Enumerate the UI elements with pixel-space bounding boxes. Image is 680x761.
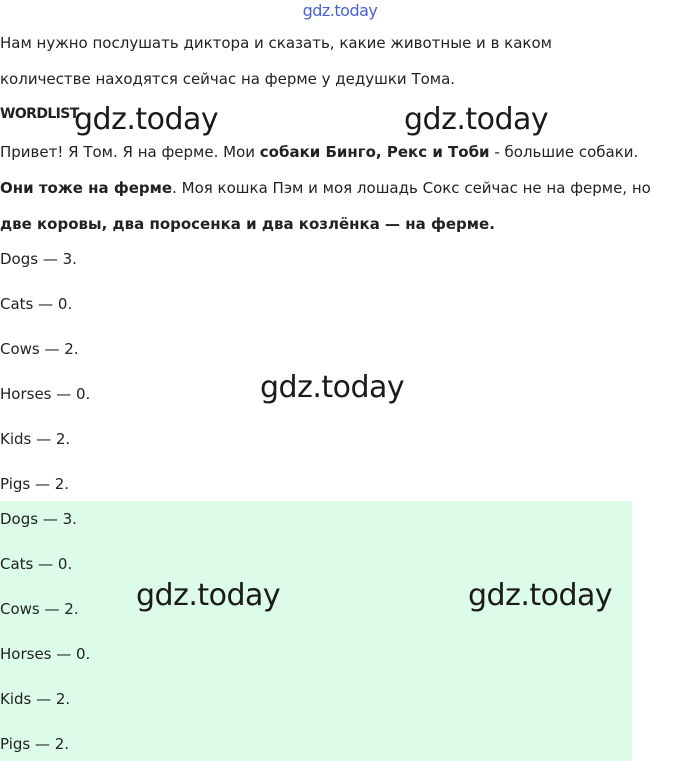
text-bold-segment: Они тоже на ферме (0, 179, 173, 197)
text-segment: . Моя кошка Пэм и моя лошадь Сокс сейчас не на ферме, но (172, 179, 651, 197)
list-item: Cows — 2. (0, 340, 79, 358)
answer-list-item: Horses — 0. (0, 645, 91, 663)
watermark: gdz.today (404, 102, 549, 137)
text-bold-segment: собаки Бинго, Рекс и Тоби (259, 143, 490, 161)
answer-list-item: Dogs — 3. (0, 510, 77, 528)
answer-list-item: Kids — 2. (0, 690, 71, 708)
answer-list-item: Cats — 0. (0, 555, 73, 573)
watermark: gdz.today (136, 578, 281, 613)
text-line-2 (0, 179, 651, 197)
list-item: Kids — 2. (0, 430, 71, 448)
list-item: Horses — 0. (0, 385, 91, 403)
text-line-1 (0, 143, 638, 161)
text-line-3 (0, 215, 495, 233)
text-segment: Привет! Я Том. Я на ферме. Мои (0, 143, 260, 161)
answer-box (0, 501, 632, 761)
wordlist-heading: WORDLIST (0, 106, 79, 122)
intro-line-1: Нам нужно послушать диктора и сказать, какие животные и в каком (0, 34, 552, 52)
answer-list-item: Pigs — 2. (0, 735, 70, 753)
watermark: gdz.today (260, 370, 405, 405)
text-segment: - большие собаки. (489, 143, 639, 161)
watermark: gdz.today (74, 102, 219, 137)
site-logo-top[interactable]: gdz.today (302, 1, 378, 20)
list-item: Cats — 0. (0, 295, 73, 313)
answer-list-item: Cows — 2. (0, 600, 79, 618)
text-bold-segment: две коровы, два поросенка и два козлёнка — на ферме. (0, 215, 495, 233)
list-item: Pigs — 2. (0, 475, 70, 493)
watermark: gdz.today (468, 578, 613, 613)
intro-line-2: количестве находятся сейчас на ферме у дедушки Тома. (0, 70, 456, 88)
list-item: Dogs — 3. (0, 250, 77, 268)
